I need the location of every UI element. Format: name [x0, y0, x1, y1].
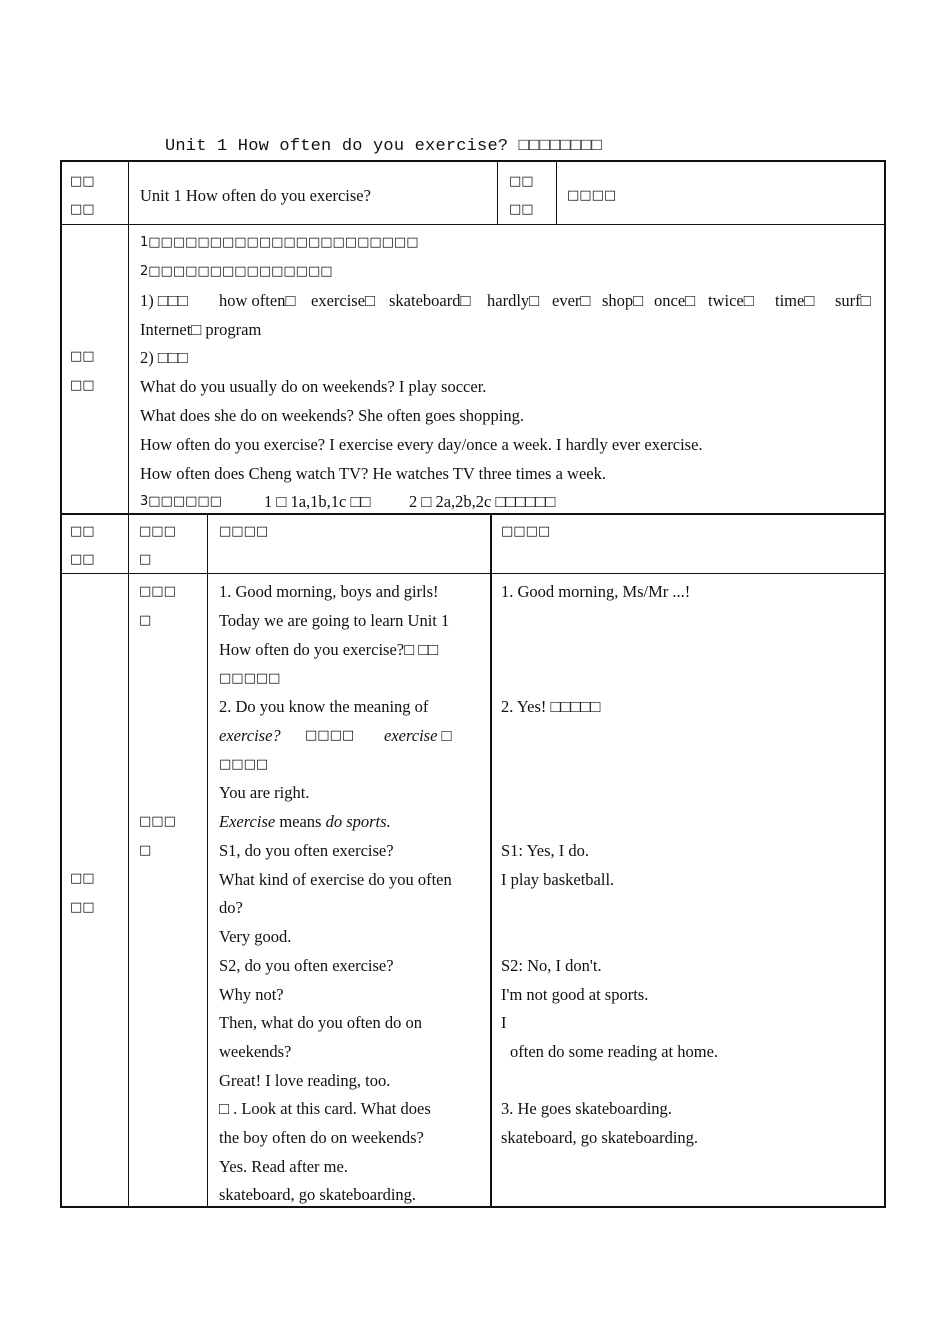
sentence-line: How often do you exercise? I exercise every day/once a week. I hardly ever exercise.: [140, 435, 703, 454]
student-line: S1: Yes, I do.: [501, 841, 590, 860]
teacher-line: □□□□: [305, 728, 355, 743]
lesson-topic: Unit 1 How often do you exercise?: [140, 186, 371, 205]
teacher-line: What kind of exercise do you often: [219, 870, 452, 889]
student-line: skateboard, go skateboarding.: [501, 1128, 699, 1147]
step-label: □: [139, 843, 152, 858]
teacher-line: Why not?: [219, 985, 284, 1004]
student-line: I play basketball.: [501, 870, 615, 889]
step-label: □□□: [139, 814, 176, 829]
vocab-item: twice□: [708, 291, 754, 310]
vocab-item: exercise□: [311, 291, 376, 310]
process-label: □□: [70, 900, 95, 915]
teacher-line: exercise □: [384, 726, 452, 745]
process-label: □□: [70, 871, 95, 886]
teacher-line: You are right.: [219, 783, 310, 802]
vocab-item: how often□: [219, 291, 296, 310]
student-line: 2. Yes! □□□□□: [501, 697, 601, 716]
sentence-line: How often does Cheng watch TV? He watches TV three times a week.: [140, 464, 606, 483]
teacher-line: S1, do you often exercise?: [219, 841, 394, 860]
sentence-label: 2) □□□: [140, 348, 188, 367]
table-border-right: [884, 160, 886, 1208]
row1-label: □□: [70, 174, 95, 189]
term-connector: means: [275, 812, 326, 831]
col-divider: [128, 160, 129, 1208]
teacher-line: Then, what do you often do on: [219, 1013, 423, 1032]
document-title: Unit 1 How often do you exercise? □□□□□□□□: [165, 137, 602, 156]
process-header-label: □□: [70, 524, 95, 539]
student-activity-header: □□□□: [501, 524, 551, 539]
table-border-bottom: [60, 1206, 886, 1208]
row-divider: [60, 573, 886, 574]
vocab-line: Internet□ program: [140, 320, 262, 339]
teacher-line: Today we are going to learn Unit 1: [219, 611, 450, 630]
goals-label: □□: [70, 349, 95, 364]
teacher-line: □□□□□: [219, 671, 281, 686]
teacher-line: Great! I love reading, too.: [219, 1071, 391, 1090]
teacher-line: skateboard, go skateboarding.: [219, 1185, 417, 1204]
col-divider: [207, 513, 208, 1208]
goal-line: 1 □ 1a,1b,1c □□: [264, 492, 371, 511]
student-line: I'm not good at sports.: [501, 985, 649, 1004]
teacher-line: 1. Good morning, boys and girls!: [219, 582, 439, 601]
teacher-line: exercise?: [219, 726, 281, 745]
sentence-line: What does she do on weekends? She often goes shopping.: [140, 406, 525, 425]
step-label: □: [139, 613, 152, 628]
sentence-line: What do you usually do on weekends? I play soccer.: [140, 377, 487, 396]
student-line: 3. He goes skateboarding.: [501, 1099, 672, 1118]
goal-line: 2 □ 2a,2b,2c □□□□□□: [409, 492, 556, 511]
lesson-type: □□□□: [567, 188, 617, 203]
vocab-item: hardly□: [487, 291, 540, 310]
goals-label: □□: [70, 378, 95, 393]
teacher-line: the boy often do on weekends?: [219, 1128, 424, 1147]
process-header-label: □□: [70, 552, 95, 567]
step-header: □□□: [139, 524, 176, 539]
term-do-sports: do sports.: [325, 812, 391, 831]
teacher-line: How often do you exercise?□ □□: [219, 640, 439, 659]
table-border-top: [60, 160, 886, 162]
teacher-line: Yes. Read after me.: [219, 1157, 348, 1176]
col-divider: [490, 513, 492, 1208]
goal-line: 3□□□□□□: [140, 494, 222, 509]
row-divider: [60, 224, 886, 225]
teacher-line: 2. Do you know the meaning of: [219, 697, 429, 716]
teacher-line: weekends?: [219, 1042, 292, 1061]
row1-label: □□: [509, 174, 534, 189]
teacher-line: □ . Look at this card. What does: [219, 1099, 431, 1118]
vocab-item: surf□: [835, 291, 871, 310]
vocab-item: ever□: [552, 291, 591, 310]
col-divider: [497, 160, 498, 224]
student-line: S2: No, I don't.: [501, 956, 602, 975]
step-label: □□□: [139, 584, 176, 599]
teacher-line: [219, 807, 391, 836]
student-line: often do some reading at home.: [510, 1042, 719, 1061]
vocab-item: once□: [654, 291, 696, 310]
teacher-activity-header: □□□□: [219, 524, 269, 539]
vocab-item: shop□: [602, 291, 644, 310]
col-divider: [556, 160, 557, 224]
row1-label: □□: [70, 202, 95, 217]
teacher-line: S2, do you often exercise?: [219, 956, 394, 975]
student-line: I: [501, 1013, 507, 1032]
vocab-item: time□: [775, 291, 815, 310]
lesson-plan-table: [60, 160, 886, 1208]
teacher-line: □□□□: [219, 757, 269, 772]
step-header: □: [139, 552, 152, 567]
table-border-left: [60, 160, 62, 1208]
row1-label: □□: [509, 202, 534, 217]
teacher-line: Very good.: [219, 927, 292, 946]
goal-line: 1□□□□□□□□□□□□□□□□□□□□□□: [140, 235, 419, 250]
teacher-line: do?: [219, 898, 243, 917]
vocab-item: skateboard□: [389, 291, 471, 310]
student-line: 1. Good morning, Ms/Mr ...!: [501, 582, 691, 601]
vocab-label: 1) □□□: [140, 291, 188, 310]
term-exercise: Exercise: [219, 812, 276, 831]
goal-line: 2□□□□□□□□□□□□□□□: [140, 264, 333, 279]
